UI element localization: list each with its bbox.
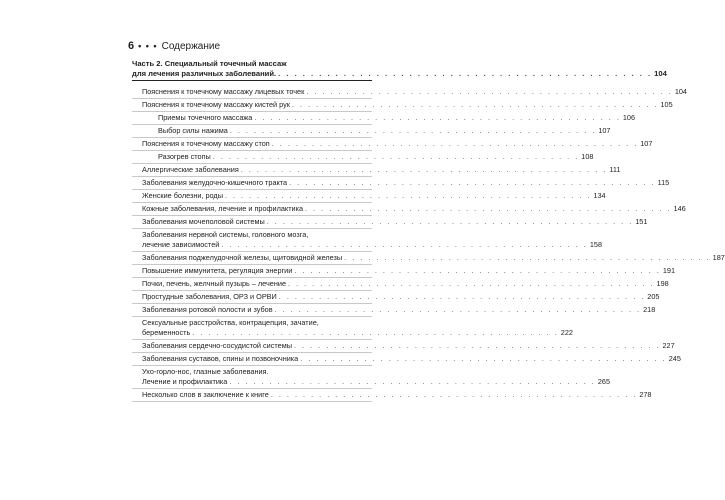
entry-page: 227 — [662, 341, 675, 350]
entry-title: Заболевания мочеполовой системы — [142, 217, 265, 226]
entry-title: Заболевания суставов, спины и позвоночника — [142, 354, 299, 363]
header-dots: • • • — [138, 41, 158, 51]
entry-title: лечение зависимостей — [142, 240, 220, 249]
entry-page: 115 — [657, 178, 670, 187]
entry-title: Аллергические заболевания — [142, 165, 239, 174]
toc-entry[interactable] — [132, 389, 652, 402]
part-title-line2: для лечения различных заболеваний. — [132, 69, 277, 78]
entry-page: 105 — [660, 100, 673, 109]
entry-title: Выбор силы нажима — [158, 126, 228, 135]
entry-title: Повышение иммунитета, регуляция энергии — [142, 266, 293, 275]
entry-page: 146 — [673, 204, 686, 213]
dot-leader: . . . . . . . . . . . . . . . . . . . . . . . . . . . . . . . . . . . . . . . . . . . . . . — [229, 377, 596, 386]
toc-entry[interactable] — [132, 99, 673, 112]
entry-page: 106 — [622, 113, 636, 122]
dot-leader: . . . . . . . . . . . . . . . . . . . . . . . . . . . . . . . . . . . . . . . . . . . . . . — [271, 139, 639, 148]
toc-entry[interactable] — [132, 203, 686, 216]
entry-title: Заболевания желудочно-кишечного тракта — [142, 178, 288, 187]
entry-title: Приемы точечного массажа — [158, 113, 253, 122]
entry-page: 151 — [635, 217, 648, 226]
entry-title: Несколько слов в заключение к книге — [142, 390, 269, 399]
dot-leader: . . . . . . . . . . . . . . . . . . . . . . . . . . . . . . . . . . . . . . . . . . . . . . — [240, 165, 608, 174]
page-number: 6 — [128, 40, 135, 52]
toc-entry[interactable] — [132, 252, 725, 265]
entry-page: 198 — [656, 279, 669, 288]
entry-page: 222 — [560, 328, 573, 337]
dot-leader: . . . . . . . . . . . . . . . . . . . . . . . . . . . . . . . . . . . . . . . . . . . . . . — [212, 152, 580, 161]
toc-entry[interactable] — [132, 138, 653, 151]
dot-leader: . . . . . . . . . . . . . . . . . . . . . . . . . . . . . . . . . . . . . . . . . . . . . . — [294, 266, 661, 275]
entry-page: 107 — [598, 126, 611, 135]
entry-page: 245 — [668, 354, 681, 363]
entry-page: 218 — [643, 305, 656, 314]
entry-page: 265 — [597, 377, 611, 386]
entry-title-line1: Ухо-горло-нос, глазные заболевания. — [142, 367, 269, 376]
entry-title: Простудные заболевания, ОРЗ и ОРВИ — [142, 292, 277, 301]
dot-leader: . . . . . . . . . . . . . . . . . . . . . . . . . . . . . . . . . . . . . . . . . . . . . . — [270, 390, 638, 399]
dot-leader: . . . . . . . . . . . . . . . . . . . . . . . . . . . . . . . . . . . . . . . . . . . . . . — [300, 354, 667, 363]
dot-leader: . . . . . . . . . . . . . . . . . . . . . . . . . . . . . . . . . . . . . . . . . . . . . . — [224, 191, 592, 200]
entry-title: Кожные заболевания, лечение и профилактика — [142, 204, 304, 213]
toc-entry[interactable] — [132, 304, 656, 317]
dot-leader: . . . . . . . . . . . . . . . . . . . . . . . . . . . . . . . . . . . . . . . . . . . . . . — [305, 204, 672, 213]
entry-title: беременность — [142, 328, 191, 337]
entry-page: 191 — [662, 266, 676, 275]
entry-page: 158 — [589, 240, 603, 249]
toc-entry[interactable] — [132, 216, 648, 229]
dot-leader: . . . . . . . . . . . . . . . . . . . . . . . . . . . . . . . . . . . . . . . . . . . . . . — [221, 240, 588, 249]
toc-entry[interactable] — [132, 86, 687, 99]
toc-entry[interactable] — [132, 164, 621, 177]
entry-page: 107 — [640, 139, 653, 148]
toc-entry[interactable] — [132, 190, 606, 203]
toc-entry[interactable] — [132, 366, 611, 389]
dot-leader: . . . . . . . . . . . . . . . . . . . . . . . . . . . . . . . . . . . . . . . . . . . . . . — [274, 305, 642, 314]
table-of-contents — [132, 59, 725, 402]
dot-leader: . . . . . . . . . . . . . . . . . . . . . . . . . . . . . . . . . . . . . . . . . . . . . . — [306, 87, 673, 96]
part-heading[interactable] — [132, 59, 667, 81]
dot-leader: . . . . . . . . . . . . . . . . . . . . . . . . . . . . . . . . . . . . . . . . . . . . . . — [291, 100, 659, 109]
entry-title: Пояснения к точечному массажу кистей рук — [142, 100, 290, 109]
dot-leader: . . . . . . . . . . . . . . . . . . . . . . . . . . . . . . . . . . . . . . . . . . . . . . — [266, 217, 634, 226]
toc-entry[interactable] — [132, 229, 603, 252]
entry-page: 278 — [639, 390, 652, 399]
toc-entry[interactable] — [132, 353, 681, 366]
entry-page: 187 — [712, 253, 725, 262]
toc-entry[interactable] — [132, 177, 670, 190]
dot-leader: . . . . . . . . . . . . . . . . . . . . . . . . . . . . . . . . . . . . . . . . . . . . . . — [229, 126, 597, 135]
entry-title: Заболевания ротовой полости и зубов — [142, 305, 273, 314]
toc-entry[interactable] — [132, 291, 660, 304]
entry-title: Разогрев стопы — [158, 152, 211, 161]
toc-subentry[interactable] — [132, 151, 594, 164]
toc-entry[interactable] — [132, 278, 669, 291]
entry-page: 104 — [674, 87, 687, 96]
entry-title: Женские болезни, роды — [142, 191, 223, 200]
part-page-number: 104 — [654, 69, 667, 78]
dot-leader: . . . . . . . . . . . . . . . . . . . . . . . . . . . . . . . . . . . . . . . . . . . . . . — [289, 178, 656, 187]
entry-page: 108 — [581, 152, 594, 161]
entry-title: Пояснения к точечному массажу стоп — [142, 139, 270, 148]
header-title: Содержание — [161, 41, 221, 52]
dot-leader: . . . . . . . . . . . . . . . . . . . . . . . . . . . . . . . . . . . . . . . . . . . . . . — [288, 279, 655, 288]
entry-title: Лечение и профилактика — [142, 377, 228, 386]
toc-entry[interactable] — [132, 317, 573, 340]
toc-entry[interactable] — [132, 340, 675, 353]
dot-leader: . . . . . . . . . . . . . . . . . . . . . . . . . . . . . . . . . . . . . . . . . . . . . . — [254, 113, 621, 122]
entry-title-line1: Заболевания нервной системы, головного мозга, — [142, 230, 309, 239]
dot-leader: . . . . . . . . . . . . . . . . . . . . . . . . . . . . . . . . . . . . . . . . . . . . . . — [278, 69, 653, 78]
entry-page: 134 — [593, 191, 606, 200]
entry-page: 205 — [647, 292, 660, 301]
dot-leader: . . . . . . . . . . . . . . . . . . . . . . . . . . . . . . . . . . . . . . . . . . . . . . — [294, 341, 661, 350]
toc-entry[interactable] — [132, 265, 676, 278]
dot-leader: . . . . . . . . . . . . . . . . . . . . . . . . . . . . . . . . . . . . . . . . . . . . . . — [192, 328, 559, 337]
entry-title-line1: Сексуальные расстройства, контрацепция, зачатие, — [142, 318, 319, 327]
entry-title: Заболевания сердечно-сосудистой системы — [142, 341, 292, 350]
entry-title: Заболевания поджелудочной железы, щитовидной железы — [142, 253, 343, 262]
part-title-line1: Часть 2. Специальный точечный массаж — [132, 59, 287, 68]
entry-page: 111 — [609, 165, 621, 174]
entry-title: Почки, печень, желчный пузырь – лечение — [142, 279, 287, 288]
toc-subentry[interactable] — [132, 125, 611, 138]
page-header — [128, 40, 220, 52]
toc-subentry[interactable] — [132, 112, 636, 125]
entry-title: Пояснения к точечному массажу лицевых точек — [142, 87, 305, 96]
dot-leader: . . . . . . . . . . . . . . . . . . . . . . . . . . . . . . . . . . . . . . . . . . . . . . — [278, 292, 646, 301]
dot-leader: . . . . . . . . . . . . . . . . . . . . . . . . . . . . . . . . . . . . . . . . . . . . . . — [344, 253, 711, 262]
